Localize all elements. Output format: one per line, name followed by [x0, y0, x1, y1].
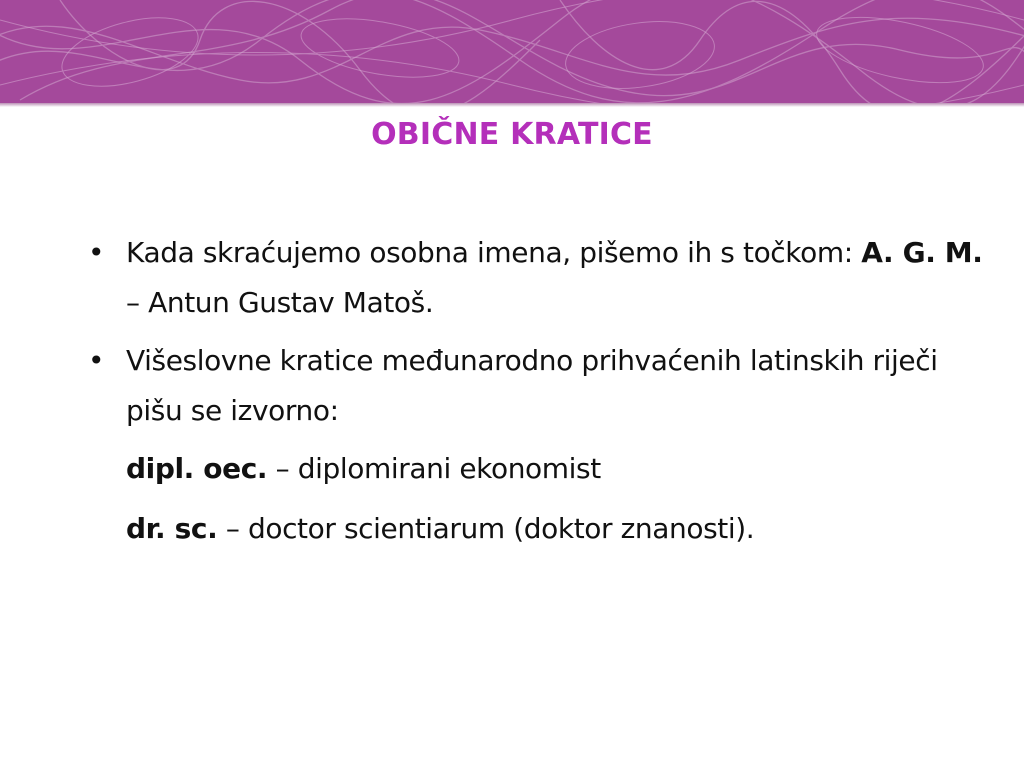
example-line-dr-sc — [84, 504, 984, 554]
example-line-dipl-oec — [84, 444, 984, 494]
abbreviation-example: A. G. M. — [861, 236, 983, 269]
example-meaning: – doctor scientiarum (doktor znanosti). — [217, 512, 755, 545]
decorative-swirl-pattern — [0, 0, 1024, 105]
bullet-icon: • — [88, 344, 105, 377]
bullet-text-before: Kada skraćujemo osobna imena, pišemo ih s točkom: — [126, 236, 862, 269]
slide-content — [84, 228, 984, 554]
header-shadow — [0, 103, 1024, 107]
bullet-icon: • — [88, 236, 105, 269]
bullet-item-personal-names — [84, 228, 984, 328]
slide-title: OBIČNE KRATICE — [371, 117, 653, 152]
bullet-text-after: – Antun Gustav Matoš. — [126, 286, 434, 319]
bullet-text: Višeslovne kratice međunarodno prihvaćenih latinskih riječi pišu se izvorno: — [126, 344, 938, 427]
header-band — [0, 0, 1024, 105]
example-abbreviation: dipl. oec. — [126, 452, 268, 485]
bullet-item-latin-abbreviations — [84, 336, 984, 436]
example-meaning: – diplomirani ekonomist — [267, 452, 601, 485]
example-abbreviation: dr. sc. — [126, 512, 218, 545]
